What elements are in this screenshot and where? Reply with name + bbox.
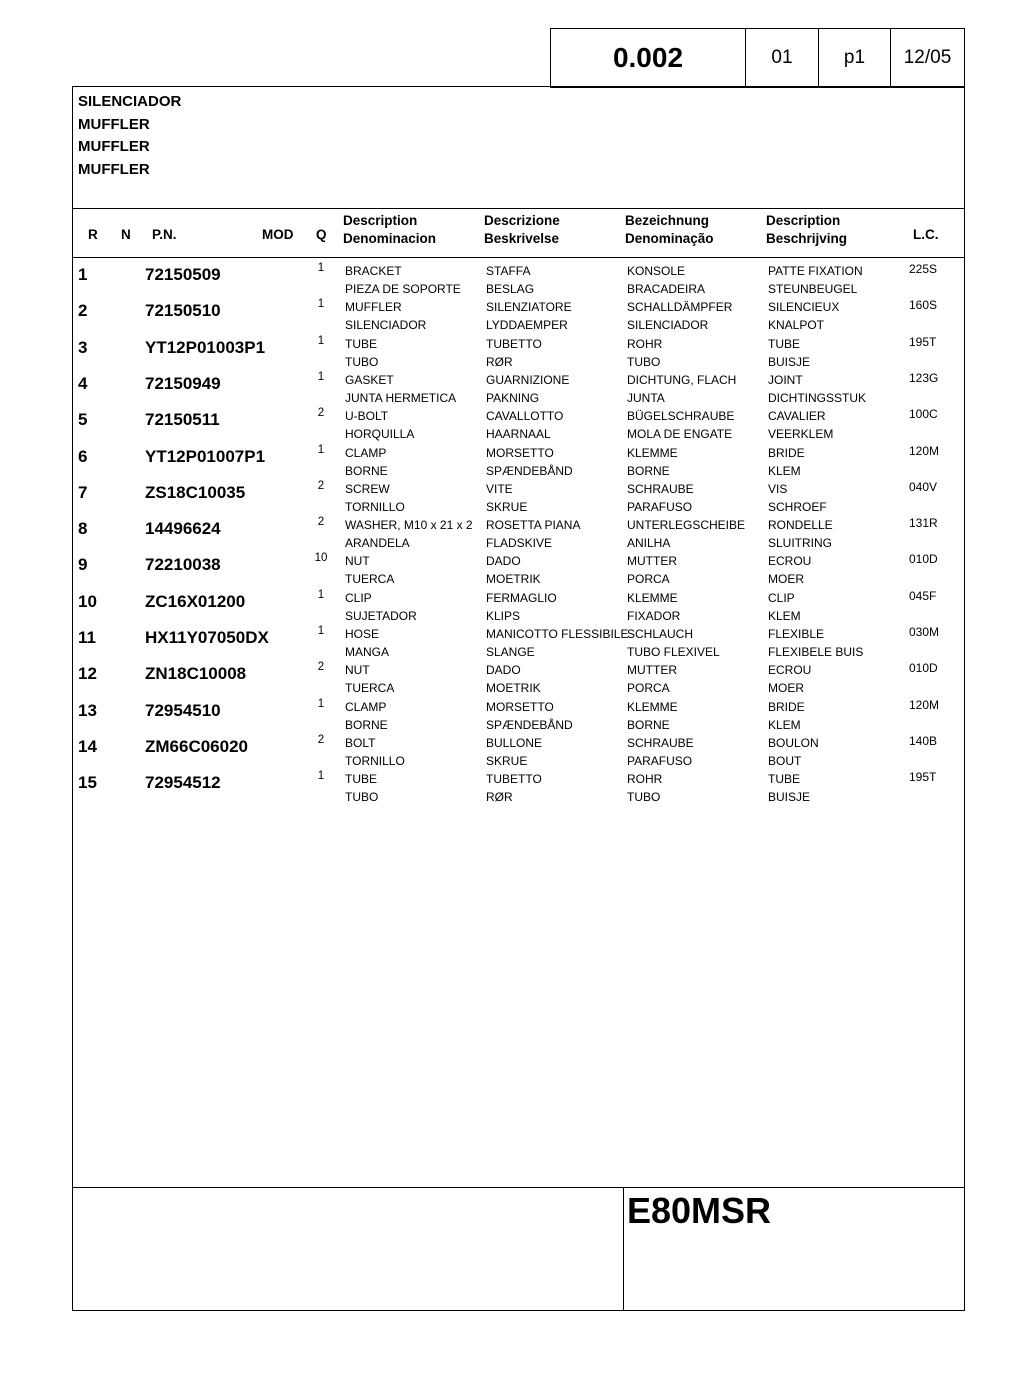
desc-nl: KLEM (768, 608, 801, 623)
desc-pt: BRACADEIRA (627, 282, 706, 296)
desc-it: ROSETTA PIANA (486, 518, 581, 533)
desc-it: CAVALLOTTO (486, 409, 564, 424)
desc-es: TUBO (345, 354, 379, 369)
desc-it: DADO (486, 554, 521, 569)
desc-it: GUARNIZIONE (486, 372, 570, 387)
table-row (73, 552, 965, 588)
lc-code: 131R (909, 516, 938, 531)
desc-es: JUNTA HERMETICA (345, 390, 457, 405)
desc-it: BULLONE (486, 735, 543, 750)
desc-it: MORSETTO (486, 445, 554, 460)
lc-code: 010D (909, 552, 938, 567)
desc-it: MORSETTO (486, 699, 554, 714)
desc-pt: TUBO (627, 354, 661, 369)
desc-de: SCHRAUBE (627, 735, 694, 750)
quantity: 1 (317, 443, 325, 456)
desc-nl: BUISJE (768, 790, 811, 805)
desc-da: FLADSKIVE (486, 536, 553, 551)
row-ref: 14 (78, 736, 97, 756)
part-number: YT12P01007P1 (145, 446, 266, 466)
table-row (73, 407, 965, 443)
footer-separator (72, 1187, 965, 1188)
quantity: 1 (317, 625, 325, 637)
model-name: E80MSR (627, 1190, 772, 1231)
lc-code: 123G (909, 370, 939, 385)
desc-es: ARANDELA (345, 536, 410, 551)
desc-de: SCHLAUCH (627, 627, 694, 641)
desc-es: TUERCA (345, 681, 395, 696)
desc-es: SILENCIADOR (345, 318, 427, 333)
desc-es: TORNILLO (345, 753, 405, 768)
desc-it: STAFFA (486, 264, 531, 278)
desc-en: HOSE (345, 627, 380, 641)
row-ref: 4 (78, 373, 88, 393)
desc-en: U-BOLT (345, 409, 389, 424)
desc-fr: SILENCIEUX (768, 300, 840, 315)
desc-es: PIEZA DE SOPORTE (345, 282, 461, 296)
quantity: 1 (317, 370, 325, 383)
part-number: ZN18C10008 (145, 664, 247, 684)
section-code: 0.002 (612, 42, 684, 73)
desc-de: SCHALLDÄMPFER (627, 300, 733, 315)
title-3: MUFFLER (78, 160, 150, 178)
desc-da: SPÆNDEBÅND (486, 463, 573, 478)
row-ref: 5 (78, 410, 88, 430)
desc-en: NUT (345, 663, 370, 678)
desc-pt: SILENCIADOR (627, 318, 709, 333)
desc-pt: JUNTA (627, 390, 665, 405)
desc-da: MOETRIK (486, 572, 541, 587)
desc-da: RØR (486, 354, 513, 369)
desc-de: KONSOLE (627, 264, 686, 278)
desc-da: SLANGE (486, 645, 535, 659)
footer-divider (623, 1187, 624, 1311)
desc-nl: KLEM (768, 463, 801, 478)
desc-de: BÜGELSCHRAUBE (627, 409, 735, 424)
table-row (73, 480, 965, 516)
desc-es: BORNE (345, 463, 388, 478)
part-number: ZM66C06020 (145, 736, 249, 756)
desc-es: TUERCA (345, 572, 395, 587)
desc-it: SILENZIATORE (486, 300, 572, 315)
col-n: N (121, 227, 131, 242)
desc-nl: DICHTINGSSTUK (768, 390, 867, 405)
desc-it: DADO (486, 663, 521, 678)
desc-en: WASHER, M10 x 21 x 2 (345, 518, 473, 533)
desc-fr: CAVALIER (768, 409, 826, 424)
desc-pt: PORCA (627, 681, 670, 696)
quantity: 1 (317, 588, 325, 601)
desc-pt: MOLA DE ENGATE (627, 427, 733, 442)
row-ref: 10 (78, 591, 97, 611)
desc-da: SPÆNDEBÅND (486, 717, 573, 732)
col-r: R (88, 227, 98, 242)
column-header-separator (72, 257, 965, 258)
row-ref: 2 (78, 301, 88, 321)
lc-code: 100C (909, 407, 938, 422)
table-row (73, 516, 965, 552)
desc-it: TUBETTO (486, 772, 542, 787)
desc-de: KLEMME (627, 699, 678, 714)
desc-da: PAKNING (486, 390, 540, 405)
desc-fr: TUBE (768, 336, 801, 351)
desc-fr: TUBE (768, 772, 801, 787)
desc-en: TUBE (345, 336, 378, 351)
table-row (73, 444, 965, 480)
quantity: 1 (317, 334, 325, 347)
col-desc1-b: Denominacion (343, 231, 437, 246)
lc-code: 195T (909, 334, 937, 349)
desc-da: LYDDAEMPER (486, 318, 568, 333)
title-separator (72, 208, 965, 209)
part-number: 72954512 (145, 773, 221, 793)
part-number: ZC16X01200 (145, 591, 246, 611)
quantity: 10 (314, 552, 328, 565)
desc-es: TORNILLO (345, 499, 405, 514)
desc-fr: CLIP (768, 590, 795, 605)
table-row (73, 625, 965, 661)
row-ref: 8 (78, 519, 88, 539)
quantity: 1 (317, 298, 325, 311)
title-es: SILENCIADOR (78, 93, 182, 110)
desc-it: TUBETTO (486, 336, 542, 351)
desc-it: VITE (486, 481, 513, 496)
row-ref: 9 (78, 555, 88, 575)
desc-da: HAARNAAL (486, 427, 551, 442)
desc-nl: SCHROEF (768, 499, 827, 514)
desc-da: SKRUE (486, 499, 528, 514)
part-number: 72150511 (145, 410, 220, 430)
title-2: MUFFLER (78, 138, 150, 155)
desc-de: MUTTER (627, 663, 677, 678)
desc-en: SCREW (345, 481, 390, 496)
desc-nl: BOUT (768, 753, 802, 768)
lc-code: 195T (909, 770, 937, 785)
desc-pt: FIXADOR (627, 608, 681, 623)
desc-de: KLEMME (627, 445, 678, 460)
col-desc3-a: Bezeichnung (625, 213, 710, 228)
part-number: 72150509 (145, 265, 221, 284)
desc-it: FERMAGLIO (486, 590, 557, 605)
desc-nl: SLUITRING (768, 536, 833, 551)
desc-en: GASKET (345, 372, 394, 387)
table-row (73, 335, 965, 371)
row-ref: 7 (78, 482, 88, 502)
desc-nl: VEERKLEM (768, 427, 834, 442)
lc-code: 030M (909, 625, 940, 639)
col-desc4-b: Beschrijving (766, 231, 848, 246)
lc-code: 045F (909, 588, 937, 603)
quantity: 2 (317, 407, 325, 420)
desc-en: BOLT (345, 735, 376, 750)
table-row (73, 371, 965, 407)
col-q: Q (316, 227, 327, 242)
part-number: 72210038 (145, 555, 221, 575)
desc-en: CLAMP (345, 699, 387, 714)
col-desc3-b: Denominação (625, 231, 714, 246)
issue-date: 12/05 (903, 47, 952, 68)
desc-nl: STEUNBEUGEL (768, 282, 858, 296)
quantity: 1 (317, 262, 325, 274)
desc-de: KLEMME (627, 590, 678, 605)
col-desc2-a: Descrizione (484, 213, 560, 228)
desc-de: MUTTER (627, 554, 677, 569)
desc-de: SCHRAUBE (627, 481, 694, 496)
desc-es: TUBO (345, 790, 379, 805)
row-ref: 6 (78, 446, 88, 466)
desc-pt: ANILHA (627, 536, 671, 551)
table-row (73, 298, 965, 334)
desc-en: NUT (345, 554, 370, 569)
desc-da: SKRUE (486, 753, 528, 768)
desc-en: TUBE (345, 772, 378, 787)
row-ref: 12 (78, 664, 97, 684)
part-number: ZS18C10035 (145, 482, 246, 502)
desc-en: BRACKET (345, 264, 402, 278)
desc-de: ROHR (627, 336, 663, 351)
desc-pt: TUBO FLEXIVEL (627, 645, 720, 659)
col-desc1-a: Description (343, 213, 418, 228)
row-ref: 15 (78, 773, 97, 793)
col-mod: MOD (262, 227, 294, 242)
desc-nl: MOER (768, 572, 804, 587)
title-en: MUFFLER (78, 115, 150, 133)
desc-es: SUJETADOR (345, 608, 417, 623)
desc-pt: PORCA (627, 572, 670, 587)
desc-fr: PATTE FIXATION (768, 264, 863, 278)
lc-code: 120M (909, 697, 940, 712)
desc-it: MANICOTTO FLESSIBILE (486, 627, 629, 641)
lc-code: 140B (909, 733, 938, 748)
quantity: 1 (317, 770, 325, 783)
desc-da: KLIPS (486, 608, 521, 623)
quantity: 2 (317, 516, 325, 529)
desc-en: MUFFLER (345, 300, 402, 315)
row-ref: 11 (78, 628, 96, 647)
desc-fr: ECROU (768, 663, 812, 678)
desc-en: CLAMP (345, 445, 387, 460)
desc-pt: PARAFUSO (627, 499, 693, 514)
desc-da: BESLAG (486, 282, 535, 296)
desc-es: HORQUILLA (345, 427, 415, 442)
desc-de: ROHR (627, 772, 663, 787)
part-number: 72150510 (145, 301, 221, 321)
page-number: p1 (843, 47, 866, 68)
desc-pt: BORNE (627, 463, 670, 478)
desc-fr: BRIDE (768, 699, 805, 714)
desc-nl: KNALPOT (768, 318, 825, 333)
col-pn: P.N. (152, 227, 177, 242)
lc-code: 040V (909, 479, 938, 494)
lc-code: 225S (909, 262, 938, 276)
desc-da: RØR (486, 790, 513, 805)
col-lc: L.C. (913, 227, 939, 242)
part-number: 14496624 (145, 519, 221, 539)
desc-en: CLIP (345, 590, 372, 605)
desc-fr: ECROU (768, 554, 812, 569)
lc-code: 010D (909, 661, 938, 676)
table-row (73, 661, 965, 697)
desc-fr: BRIDE (768, 445, 805, 460)
quantity: 2 (317, 661, 325, 674)
quantity: 1 (317, 697, 325, 710)
table-row (73, 262, 965, 298)
desc-de: UNTERLEGSCHEIBE (627, 518, 746, 533)
desc-de: DICHTUNG, FLACH (627, 372, 737, 387)
table-row (73, 589, 965, 625)
quantity: 2 (317, 733, 325, 746)
desc-es: BORNE (345, 717, 388, 732)
desc-nl: BUISJE (768, 354, 811, 369)
row-ref: 13 (78, 700, 97, 720)
part-number: 72150949 (145, 373, 221, 393)
desc-pt: PARAFUSO (627, 753, 693, 768)
desc-es: MANGA (345, 645, 390, 659)
table-row (73, 698, 965, 734)
desc-da: MOETRIK (486, 681, 541, 696)
desc-fr: VIS (768, 481, 788, 496)
quantity: 2 (317, 479, 325, 492)
group-number: 01 (771, 47, 793, 68)
part-number: YT12P01003P1 (145, 337, 266, 357)
lc-code: 160S (909, 298, 938, 313)
desc-nl: FLEXIBELE BUIS (768, 645, 864, 659)
desc-pt: TUBO (627, 790, 661, 805)
row-ref: 3 (78, 337, 88, 357)
part-number: HX11Y07050DX (145, 628, 269, 647)
desc-nl: KLEM (768, 717, 801, 732)
section-titles (78, 91, 181, 181)
col-desc4-a: Description (766, 213, 841, 228)
desc-fr: JOINT (768, 372, 803, 387)
table-row (73, 770, 965, 806)
desc-fr: FLEXIBLE (768, 627, 825, 641)
table-row (73, 734, 965, 770)
desc-pt: BORNE (627, 717, 670, 732)
part-number: 72954510 (145, 700, 221, 720)
col-desc2-b: Beskrivelse (484, 231, 560, 246)
row-ref: 1 (78, 265, 88, 284)
desc-fr: BOULON (768, 735, 819, 750)
lc-code: 120M (909, 443, 940, 458)
desc-fr: RONDELLE (768, 518, 833, 533)
desc-nl: MOER (768, 681, 804, 696)
